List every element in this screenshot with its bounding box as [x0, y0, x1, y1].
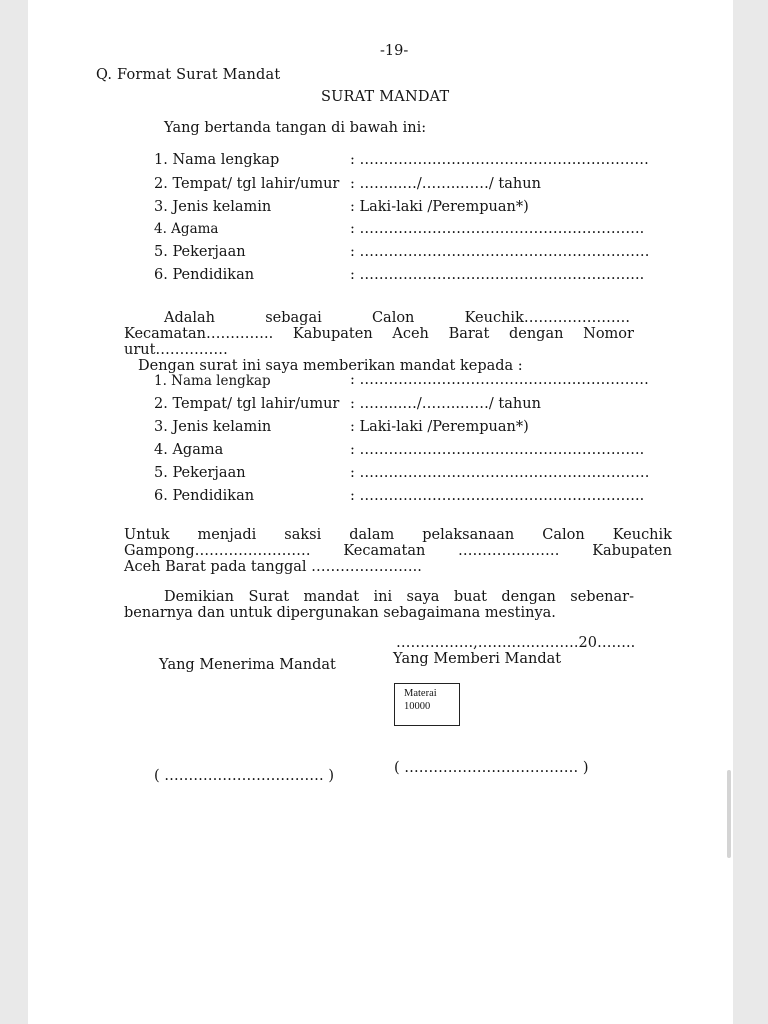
- form2-value-job: : ……………………………………………………: [350, 465, 650, 481]
- receiver-signature-line: ( …………………………… ): [154, 768, 335, 784]
- word: sebagai: [265, 310, 322, 326]
- giver-label: Yang Memberi Mandat: [393, 651, 562, 667]
- word: …………………: [458, 543, 560, 559]
- word: Keuchik: [612, 527, 672, 543]
- word: mandat: [303, 589, 360, 605]
- word: Kabupaten: [592, 543, 672, 559]
- word: Nomor: [583, 326, 634, 342]
- word: pelaksanaan: [422, 527, 515, 543]
- giver-signature-line: ( ……………………………… ): [394, 760, 589, 776]
- form2-label-education: 6. Pendidikan: [154, 488, 255, 504]
- form2-value-birth: : ……...…/……..……/ tahun: [350, 396, 541, 412]
- word: Keuchik………………….: [464, 310, 630, 326]
- form2-label-gender: 3. Jenis kelamin: [154, 419, 272, 435]
- form2-value-gender: : Laki-laki /Perempuan*): [350, 419, 529, 435]
- form2-value-education: : …………………………………………………..: [350, 488, 645, 504]
- word: Adalah: [164, 310, 216, 326]
- closing-line2: benarnya dan untuk dipergunakan sebagaimana mestinya.: [124, 605, 556, 621]
- form1-label-religion: 4. Agama: [154, 221, 219, 237]
- word: Calon: [542, 527, 585, 543]
- form1-value-name: : …………….……………….……….……………: [350, 152, 649, 168]
- receiver-label: Yang Menerima Mandat: [159, 657, 336, 673]
- form1-value-job: : ……………………………………………………: [350, 244, 650, 260]
- word: Gampong……………………: [124, 543, 311, 559]
- word: saya: [406, 589, 440, 605]
- word: buat: [453, 589, 487, 605]
- document-title: SURAT MANDAT: [321, 89, 450, 105]
- word: ini: [373, 589, 393, 605]
- form1-value-education: : …………………………………………………..: [350, 267, 645, 283]
- page-number: -19-: [380, 43, 409, 59]
- word: Aceh: [392, 326, 429, 342]
- form1-label-job: 5. Pekerjaan: [154, 244, 246, 260]
- intro-text: Yang bertanda tangan di bawah ini:: [164, 120, 427, 136]
- form1-value-religion: : …………………………………………………..: [350, 221, 645, 237]
- scrollbar-thumb[interactable]: [727, 770, 731, 858]
- form1-label-birth: 2. Tempat/ tgl lahir/umur: [154, 176, 340, 192]
- word: Demikian: [164, 589, 235, 605]
- form2-label-birth: 2. Tempat/ tgl lahir/umur: [154, 396, 340, 412]
- stamp-value: 10000: [404, 701, 431, 712]
- para1-line3: urut……………: [124, 342, 228, 358]
- word: Kabupaten: [292, 326, 373, 342]
- stamp-label: Materai: [404, 688, 437, 699]
- form2-label-name: 1. Nama lengkap: [154, 373, 271, 389]
- word: dengan: [501, 589, 556, 605]
- document-page: [28, 0, 733, 1024]
- word: dalam: [349, 527, 395, 543]
- form1-value-gender: : Laki-laki /Perempuan*): [350, 199, 529, 215]
- word: menjadi: [197, 527, 257, 543]
- section-heading: Q. Format Surat Mandat: [96, 67, 281, 83]
- form2-value-name: : …………….……………….……….……………: [350, 372, 649, 388]
- word: sebenar-: [570, 589, 634, 605]
- word: saksi: [284, 527, 322, 543]
- form2-label-job: 5. Pekerjaan: [154, 465, 246, 481]
- mandate-intro: Dengan surat ini saya memberikan mandat kepada :: [138, 358, 523, 374]
- word: Barat: [448, 326, 490, 342]
- revenue-stamp-box: [394, 683, 460, 726]
- word: dengan: [508, 326, 564, 342]
- para2-line3: Aceh Barat pada tanggal …………………..: [124, 559, 422, 575]
- form1-label-name: 1. Nama lengkap: [154, 152, 280, 168]
- form1-label-education: 6. Pendidikan: [154, 267, 255, 283]
- form2-label-religion: 4. Agama: [154, 442, 224, 458]
- word: Kecamatan…………..: [124, 326, 274, 342]
- word: Kecamatan: [343, 543, 426, 559]
- form2-value-religion: : …………………………………………………..: [350, 442, 645, 458]
- word: Untuk: [124, 527, 170, 543]
- form1-value-birth: : ……...…/……..……/ tahun: [350, 176, 541, 192]
- form1-label-gender: 3. Jenis kelamin: [154, 199, 272, 215]
- word: Surat: [248, 589, 290, 605]
- place-date: …………….,…….….……….20……..: [396, 635, 636, 651]
- word: Calon: [371, 310, 415, 326]
